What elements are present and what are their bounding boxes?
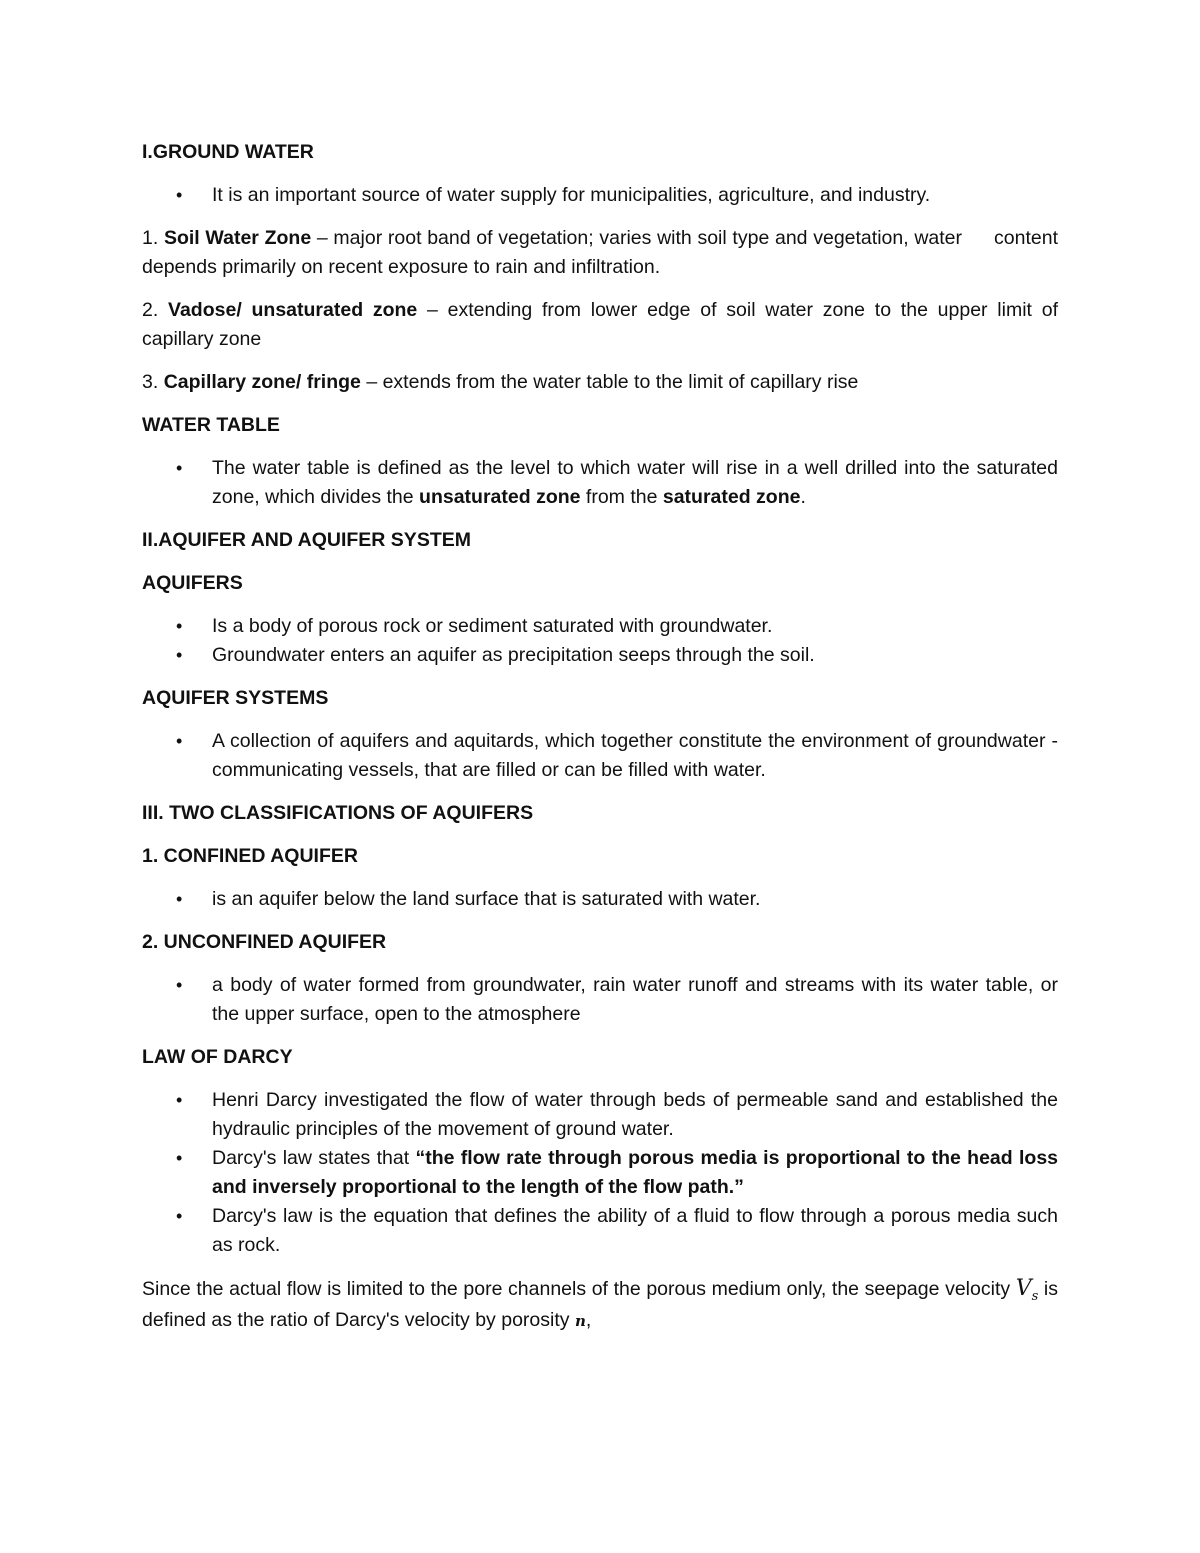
zone-term: Capillary zone/ fringe bbox=[163, 371, 361, 393]
list-item: • Groundwater enters an aquifer as precipitation seeps through the soil. bbox=[142, 641, 1058, 670]
list-item: • A collection of aquifers and aquitards, which together constitute the environment of groundwater - communicating vessels, that are filled or can be filled with water. bbox=[142, 727, 1058, 785]
zone-term: Vadose/ unsaturated zone bbox=[168, 299, 418, 321]
darcy-law-quote: “the flow rate through porous media is proportional to the head loss and inversely proportional to the length of the flow path.” bbox=[212, 1147, 1059, 1198]
term-saturated-zone: saturated zone bbox=[662, 486, 801, 508]
list-item: • is an aquifer below the land surface that is saturated with water. bbox=[142, 885, 1058, 914]
water-table-list bbox=[142, 454, 1058, 512]
list-item: • Darcy's law is the equation that defines the ability of a fluid to flow through a porous media such as rock. bbox=[142, 1202, 1058, 1260]
ground-water-list bbox=[142, 181, 1058, 210]
heading-confined-aquifer: 1. CONFINED AQUIFER bbox=[142, 845, 358, 867]
zone-text-continued: content depends primarily on recent exposure to rain and infiltration. bbox=[142, 227, 1058, 278]
list-item: • It is an important source of water supply for municipalities, agriculture, and industry. bbox=[142, 181, 1058, 210]
symbol-v: V bbox=[1015, 1276, 1032, 1301]
zone-text: – extends from the water table to the limit of capillary rise bbox=[360, 371, 859, 393]
zone-number: 1. bbox=[142, 227, 164, 249]
seepage-velocity-paragraph: Since the actual flow is limited to the pore channels of the porous medium only, the seepage velocity $V_s$ is defined as the ratio of Darcy's velocity by porosity n, bbox=[142, 1276, 1059, 1331]
heading-aquifers: AQUIFERS bbox=[142, 572, 243, 594]
zone-term: Soil Water Zone bbox=[163, 227, 312, 249]
list-item: • Darcy's law states that “the flow rate through porous media is proportional to the head loss and inversely proportional to the length of the flow path.” bbox=[142, 1144, 1058, 1202]
heading-law-of-darcy: LAW OF DARCY bbox=[142, 1046, 293, 1068]
heading-classifications: III. TWO CLASSIFICATIONS OF AQUIFERS bbox=[142, 802, 534, 824]
list-item: • The water table is defined as the level to which water will rise in a well drilled into the saturated zone, which divides the unsaturated zone from the saturated zone. bbox=[142, 454, 1058, 512]
zone-text: – major root band of vegetation; varies with soil type and vegetation, water bbox=[311, 227, 963, 249]
zone-number: 2. bbox=[142, 299, 169, 321]
heading-ground-water: I.GROUND WATER bbox=[142, 141, 314, 163]
heading-aquifer-systems: AQUIFER SYSTEMS bbox=[142, 687, 329, 709]
term-unsaturated-zone: unsaturated zone bbox=[419, 486, 581, 508]
confined-list bbox=[142, 885, 1058, 914]
heading-water-table: WATER TABLE bbox=[142, 414, 280, 436]
heading-aquifer-system: II.AQUIFER AND AQUIFER SYSTEM bbox=[142, 529, 471, 551]
heading-unconfined-aquifer: 2. UNCONFINED AQUIFER bbox=[142, 931, 387, 953]
zone-item-vadose bbox=[142, 296, 1058, 354]
zone-item-capillary bbox=[142, 368, 1058, 397]
unconfined-list bbox=[142, 971, 1058, 1029]
zone-text: – extending from lower edge of soil water zone to the upper limit of capillary zone bbox=[142, 299, 1058, 350]
darcy-list bbox=[142, 1086, 1058, 1260]
list-item: • Henri Darcy investigated the flow of water through beds of permeable sand and established the hydraulic principles of the movement of ground water. bbox=[142, 1086, 1058, 1144]
aquifers-list bbox=[142, 612, 1058, 670]
symbol-v-subscript: s bbox=[1031, 1289, 1039, 1304]
list-item: • Is a body of porous rock or sediment saturated with groundwater. bbox=[142, 612, 1058, 641]
aquifer-systems-list bbox=[142, 727, 1058, 785]
zone-item-soil-water bbox=[142, 224, 1058, 282]
symbol-n: n bbox=[574, 1312, 586, 1330]
zone-number: 3. bbox=[142, 371, 164, 393]
list-item: • a body of water formed from groundwater, rain water runoff and streams with its water table, or the upper surface, open to the atmosphere bbox=[142, 971, 1058, 1029]
document-page bbox=[142, 138, 1058, 1350]
